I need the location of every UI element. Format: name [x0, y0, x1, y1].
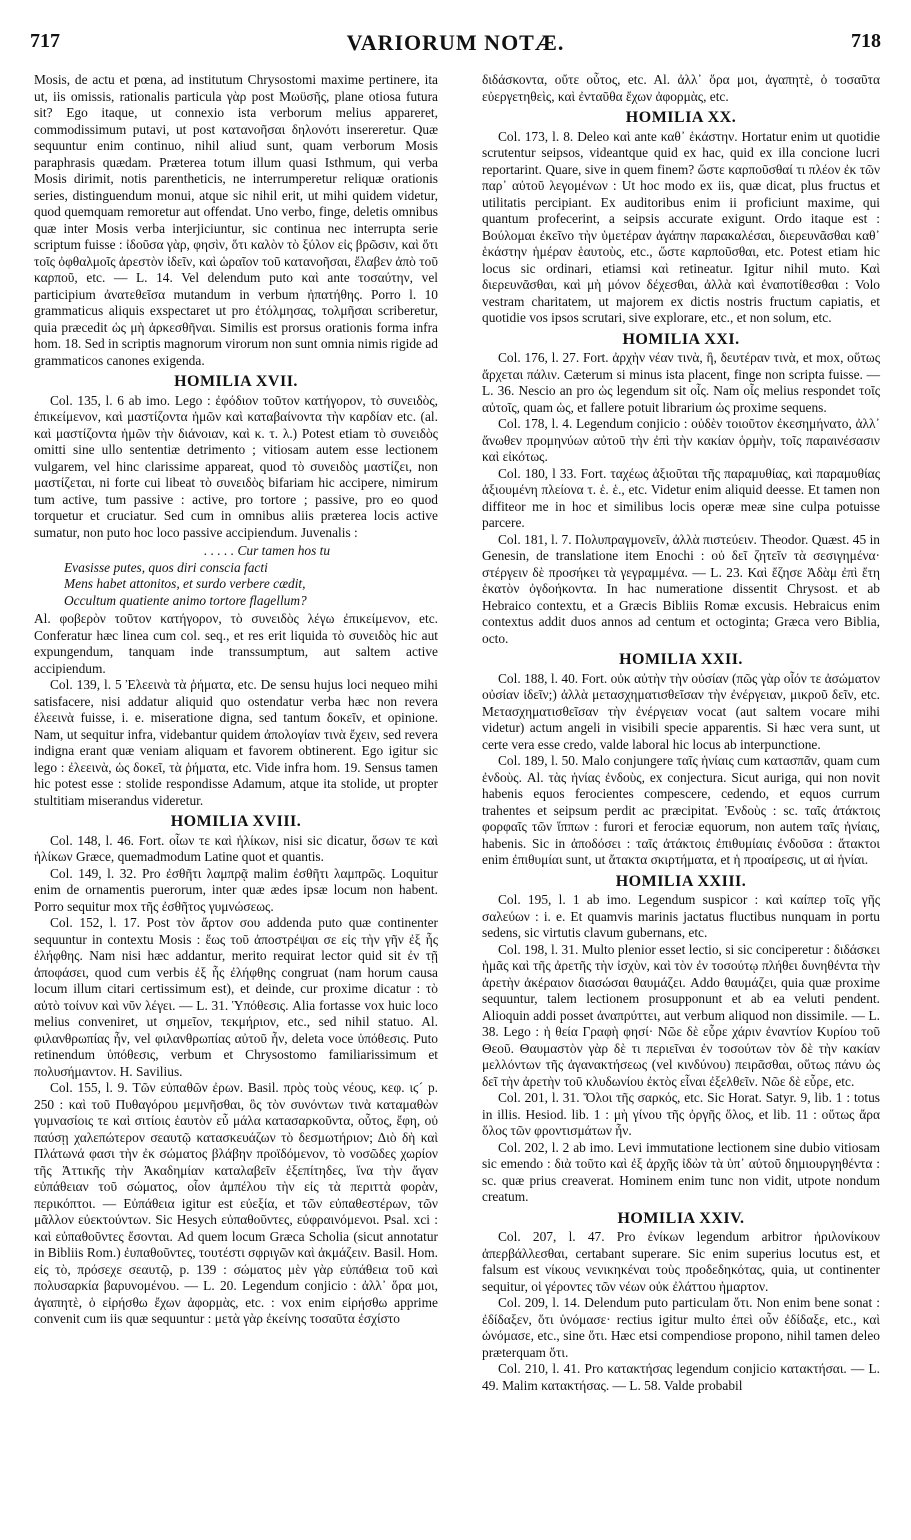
paragraph: Col. 198, l. 31. Multo plenior esset lectio, si sic conciperetur : διδάσκει ἡμᾶς καὶ τῆς ἀρετῆς τὴν ἰσχὺν, καὶ τὸν ἐν τοσούτῳ πλήθει δυνηθέντα τὴν ἀρετὴν ἀκέραιον διασώσαι θαυμάζει. Addo θαυμάζει, quia quæ proxime sequuntur, talem lectionem prosupponunt et ab ea veluti pendent. Alioquin addi posset ἀναπρύττει, aut verbum aliquod non dissimile. — L. 38. Lego : ἡ θεία Γραφὴ φησί· Νῶε δὲ εὗρε χάριν ἐναντίον Κυρίου τοῦ Θεοῦ. Θαυμαστὸν γὰρ δὲ τι περιεῖναι ἐν τοσούτων τὸν δὲ τὴν κακίαν μελλόντων τῆς ἀγανακτήσεως (vel κινδύνου) πειρᾶσθαι, οὕτως πάνυ ὡς δεῖ τὴν ἀρετὴν τοῦ κλυδωνίου ἐκτὸς εἶναι ἐξελθεῖν. Νῶε δὲ εὗρε, etc.: [482, 941, 880, 1089]
paragraph: Col. 152, l. 17. Post τὸν ἄρτον σου addenda puto quæ continenter sequuntur in contextu Mosis : ἕως τοῦ ἀποστρέψαι σε εἰς τὴν γῆν ἐξ ἧς ἐλήφθης. Nam nisi hæc addantur, merito requirat lector quid sit ἐν τῇ ἀποφάσει, quod cum verbis ἐξ ἧς ἐλήφθης congruat (nam horum causa locum illum citari certissimum est), et deinde, cur proxime dicatur : τὸ αὐτὸ τοίνυν καὶ νῦν λέγει. — L. 31. Ὑπόθεσις. Alia fortasse vox huic loco melius conveniret, ut σημεῖον, τεκμήριον, etc., sed nihil statuo. Al. φιλανθρωπίας ἦν, vel φιλανθρωπίας αὐτοῦ ἦν, deleta voce ὑπόθεσις. Puto retinendum ὑπόθεσις, verbum et Chrysostomo familiarissimum et πολυσήμαντον. H. Savilius.: [34, 915, 438, 1079]
paragraph: Col. 202, l. 2 ab imo. Levi immutatione lectionem sine dubio vitiosam sic emendo : διὰ τοῦτο καὶ ἐξ ἀρχῆς ἰδὼν τὰ ὑπ᾽ αὐτοῦ δημιουργηθέντα : sc. quæ prius creaverat. Hominem enim tunc non vidit, utpote nondum creatum.: [482, 1139, 880, 1204]
paragraph: Col. 180, l 33. Fort. ταχέως ἀξιοῦται τῆς παραμυθίας, καὶ παραμυθίας ἀξιουμένη πλείονα τ. ἑ. ἑ., etc. Videtur enim aliquid deesse. Et tamen non diffiteor me in hoc et similibus locis operæ meæ sine culpa potuisse parcere.: [482, 465, 880, 530]
section-heading: HOMILIA XVIII.: [170, 813, 302, 830]
section-heading: HOMILIA XXII.: [619, 651, 743, 668]
paragraph: Al. φοβερὸν τοῦτον κατήγορον, τὸ συνειδὸς λέγω ἐπικείμενον, etc. Conferatur hæc linea cum col. seq., et res erit liquida τὸ συνειδὸς hic aut expungendum, tanquam inde transsumptum, aut saltem active accipiendum.: [34, 611, 438, 676]
verse-line: Occultum quatiente animo tortore flagellum?: [64, 592, 307, 608]
paragraph: Col. 173, l. 8. Deleo καὶ ante καθ᾽ ἑκάστην. Hortatur enim ut quotidie scrutentur seipsos, videantque quid ex hac, quid ex illa concione lucri reportarint. Quare, sive in quem finem? ὥστε καρποῦσθαί τι πλέον ἐκ τῶν παρ᾽ αὐτοῦ λεγομένων : Ut hoc modo ex iis, quæ dicat, plus fructus et utilitatis percipiant. Ex auditoribus enim ii proficiunt maxime, qui quantum profecerint, a seipsis accurate exigunt. Ordo itaque est : Βούλομαι ἐκεῖνο τὴν ὑμετέραν ἀγάπην παρακαλέσαι, διερευνᾶσθαι καθ᾽ ἑκάστην ἡμέραν ἑαυτοὺς, etc., ὥστε καρποῦσθαι, etc. Potest etiam hic locus sic ordinari, etiamsi καὶ retineatur. Igitur nihil muto. Καὶ διερευνᾶσθαι, καὶ μὴ μόνον δέχεσθαι, ἀλλὰ καὶ ἐναποτίθεσθαι : Volo vestram charitatem, ut majorem ex dictis nostris fructum capiatis, et quotidie vos ipsos scrutari, sive explorare, etc., et non solum, etc.: [482, 128, 880, 325]
paragraph: Col. 188, l. 40. Fort. οὐκ αὐτὴν τὴν οὐσίαν (πῶς γὰρ οἷόν τε ἀσώματον οὐσίαν ἰδεῖν;) ἀλλὰ μετασχηματισθεῖσαν τὴν ἐνέργειαν, μικροῦ δεῖν, etc. Μετασχηματισθεῖσαν τὴν ἐνέργειαν vocat (aut saltem vocare mihi videtur) actum angeli in visibili specie apparentis. Si hæc vera sunt, ut certe vera esse credo, valde laboral hic locus ab interpunctione.: [482, 670, 880, 752]
section-heading: HOMILIA XXIII.: [615, 872, 747, 890]
paragraph: Col. 201, l. 31. Ὅλοι τῆς σαρκός, etc. Sic Horat. Satyr. 9, lib. 1 : totus in illis. Hesiod. lib. 1 : μὴ γίνου τῆς ὀργῆς ὅλος, et lib. 11 : οὕτως ἄρα ὅλος τῶν φροντισμάτων ἦν.: [482, 1090, 880, 1138]
paragraph: διδάσκοντα, οὔτε οὗτος, etc. Al. ἀλλ᾽ ὅρα μοι, ἀγαπητὲ, ὁ τοσαῦτα εὐεργετηθεὶς, καὶ ἐνταῦθα ἔχων ἀφορμὰς, etc.: [482, 72, 880, 104]
paragraph: Col. 178, l. 4. Legendum conjicio : οὐδὲν τοιοῦτον ἐκεσημήνατο, ἀλλ᾽ ἄνωθεν προμηνύων αὐτοῦ τὴν ἐπὶ τὴν κακίαν ὁρμὴν, τοῖς παραινέσασιν καὶ εἰκότως.: [482, 416, 880, 464]
page-header: [30, 30, 881, 70]
paragraph: Col. 155, l. 9. Τῶν εὐπαθῶν ἐρων. Basil. πρὸς τοὺς νέους, κεφ. ιϛ´ p. 250 : καὶ τοῦ Πυθαγόρου μεμνῆσθαι, ὃς τὸν συνόντων τινὰ καταμαθὼν γυμνασίοις τε καὶ σιτίοις ἑαυτὸν εὖ μάλα κατασαρκοῦντα, οὗτος, ἔφη, οὐ παύσῃ χαλεπώτερον σεαυτῷ κατασκευάζων τὸ δεσμωτήριον; Διὸ δὴ καὶ Πλάτωνά φασι τὴν ἐκ σώματος βλάβην προϊδόμενον, τὸ νοσῶδες χωρίον τῆς Ἀττικῆς τὴν Ἀκαδημίαν καταλαβεῖν ἐξεπίτηδες, ἵνα τὴν ἄγαν εὐπάθειαν τοῦ σώματος, οἷον ἀμπέλου τὴν εἰς τὰ περιττὰ φορὰν, περικόπτοι. — Εὐπάθεια igitur est εὐεξία, et τῶν εὐπαθεστέρων, τῶν μᾶλλον εὐεκτούντων. Sic Hesych εὐπαθοῦντες, εὐφραινόμενοι. Psal. xci : καὶ εὐπαθοῦντες ἔσονται. Ad quem locum Græca Scholia (sicut annotatur in Bibliis Rom.) ἐυπαθοῦντες, τουτέστι σφριγῶν καὶ ἀκμάζειν. Basil. Hom. εἰς τὸ, πρόσεχε σεαυτῷ, p. 139 : σώματος μὲν γὰρ εὐπάθεια τοῦ καὶ πολυσαρκία βαρυνομένου. — L. 20. Legendum conjicio : ἀλλ᾽ ὅρα μοι, ἀγαπητὲ, ὁ εἰρήσθω ἔχων ἀφορμὰς, etc. : vox enim εἰρήσθω apprime convenit cum iis quæ sequuntur : μετὰ γὰρ ἐκείνης τοσαῦτα ἐσχίστο: [34, 1080, 438, 1326]
paragraph: Col. 195, l. 1 ab imo. Legendum suspicor : καὶ καίπερ τοῖς γῆς σαλεύων : i. e. Et quamvis marinis jactatus fluctibus nunquam in portu sedens, sic virtutis clavum gubernans, etc.: [482, 892, 880, 940]
page-number-left: 717: [30, 30, 60, 52]
right-column: [482, 72, 880, 1394]
left-column: [34, 72, 438, 1328]
paragraph: Col. 139, l. 5 Ἐλεεινὰ τὰ ῥήματα, etc. De sensu hujus loci nequeo mihi satisfacere, nisi addatur aliquid quo ostendatur verba hæc non revera ἐλεεινὰ fuisse, i. e. miseratione digna, sed tantum δοκεῖν, et opinione. Nam, ut sequitur infra, videbantur quidem ἀπολογίαν τινὰ ἔχειν, sed revera indigna erant quæ veniam aliquam et favorem obtinerent. Ego igitur sic lego : ἐλεεινὰ, ὡς δοκεῖ, τὰ ῥήματα, etc. Vide infra hom. 19. Sensus tamen hic potest esse : stolide respondisse Adamum, atque ita stolide, ut propter stultitiam miserandus videretur.: [34, 677, 438, 808]
paragraph: Mosis, de actu et pœna, ad institutum Chrysostomi maxime pertinere, ita ut, iis omissis, rationalis particula γὰρ post Μωϋσῆς, plane otiosa futura sit? Ego itaque, ut connexio ista verborum melius appareret, commodissimum putavi, ut post κατανοῆσαι δηλονότι insereretur. Quæ sequuntur enim continuo, nihil aliud sunt, quam verborum Mosis paraphrasis quædam. Præterea totum illum quasi Isthmum, qui verba Mosis dirimit, notis parentheticis, ne interrumperetur reliquæ orationis series, distinguendum monui, atque sic nihil erit, ut mihi quidem videtur, quod quemquam remoretur aut offendat. Uno verbo, finge, deletis omnibus quæ inter Mosis verba interjiciuntur, sic continua nec interrupta serie scriptum fuisse : ἰδοῦσα γὰρ, φησὶν, ὅτι καλὸν τὸ ξύλον εἰς βρῶσιν, καὶ ὅτι τοῖς ὀφθαλμοῖς ἀρεστὸν ἰδεῖν, καὶ ὡραῖον τοῦ κατανοῆσαι, ἔλαβεν ἀπὸ τοῦ καρποῦ, etc. — L. 14. Vel delendum puto καὶ ante τοσαύτην, vel participium ἀνατεθεῖσα mutandum in verbum ἠπατήθης. Porro l. 10 grammaticus aliquis exspectaret ut pro ἐτόλμησας, τολμῆσαι scriberetur, quia præcedit ὡς μὴ ἀρκεσθῆναι. Similis est prorsus orationis forma infra hom. 18. Sed in scriptis magnorum virorum non sunt omnia nimis rigide ad grammaticos canones exigenda.: [34, 72, 438, 368]
verse-line: Evasisse putes, quos diri conscia facti: [64, 559, 268, 575]
paragraph: Col. 176, l. 27. Fort. ἀρχὴν νέαν τινὰ, ἢ, δευτέραν τινὰ, et mox, οὕτως ἄρχεται πάλιν. Cæterum si minus ista placent, finge non scripta fuisse. — L. 36. Nescio an pro ὡς legendum sit οἷς. Nam οἷς melius respondet τοῖς αὐτοῖς, quam ὡς, et fallere potuit librarium ὡς proxime sequens.: [482, 350, 880, 415]
verse-line: Mens habet attonitos, et surdo verbere cædit,: [64, 576, 306, 591]
verse-quotation: [34, 543, 438, 609]
paragraph: Col. 135, l. 6 ab imo. Lego : ἐφόδιον τοῦτον κατήγορον, τὸ συνειδὸς, ἐπικείμενον, καὶ μαστίζοντα ἡμῶν καὶ καταβαίνοντα τὴν καρδίαν etc. (al. καὶ μαστίζοντα ἡμῶν τὴν διάνοιαν, καὶ κ. τ. λ.) Potest etiam τὸ συνειδὸς omitti sine ullo sententiæ detrimento ; vitiosam autem esse lectionem vulgarem, vel hinc clarissime appareat, quod τὸ συνειδὸς μαστίζει, non μαστίζεται, ni forte cui libeat τὸ συνειδὸς bifariam hic accipere, nimirum tum active, tum passive : active, pro tortore ; passive, pro eo quod torquetur et cruciatur. Sed cum in omnibus aliis præterea locis active sumatur, non puto hoc loco passive accipiendum. Juvenalis :: [34, 392, 438, 540]
section-heading: HOMILIA XVII.: [174, 373, 298, 390]
paragraph: Col. 207, l. 47. Pro ἐνίκων legendum arbitror ἠριλονίκουν ἀπερβάλλεσθαι, certabant superare. Sic enim superius locutus est, et falsum est νίκους νενικηκέναι τοὺς προδεδηκότας, quia, ut continenter sequitur, οἱ γέροντες τῶν νέων οὐκ ἐλάττου ἡμαρτον.: [482, 1229, 880, 1294]
running-title: VARIORUM NOTÆ.: [346, 30, 565, 55]
paragraph: Col. 189, l. 50. Malo conjungere ταῖς ἡνίαις cum κατασπᾶν, quam cum ἐνδοὺς. Al. τὰς ἡνίας ἐνδοὺς, ex conjectura. Sicut auriga, qui non novit habenis equos ferocientes compescere, cedendo, et equos currum trahentes et seipsum perdit ac præcipitat. Ἐνδοὺς : sc. ταῖς ἀτάκτοις φορφαῖς τῶν ἵππων : furori et ferociæ equorum, non autem ταῖς ἡνίαις, habenis. Sic in ἀποδόσει : ταῖς ἀτάκτοις ἐπιθυμίαις ἐνδοῦσα : ἄτακτοι enim ἐπιθυμίαι sunt, ut ἄτακτα σκιρτήματα, et ἡ προαίρεσις, ut αἱ ἡνίαι.: [482, 753, 880, 867]
paragraph: Col. 210, l. 41. Pro κατακτήσας legendum conjicio κατακτήσαι. — L. 49. Malim κατακτήσας. — L. 58. Valde probabil: [482, 1361, 880, 1393]
section-heading: HOMILIA XXI.: [622, 330, 740, 348]
section-heading: HOMILIA XXIV.: [617, 1209, 745, 1227]
paragraph: Col. 181, l. 7. Πολυπραγμονεῖν, ἀλλὰ πιστεύειν. Theodor. Quæst. 45 in Genesin, de translatione item Enochi : οὐ δεῖ ζητεῖν τὰ σεσιγημένα· στέργειν δὲ προσήκει τὰ γεγραμμένα. — L. 23. Καὶ ἔζησε Ἀδὰμ ἐπὶ ἔτη ἑκατὸν ὀγδοήκοντα. In hac numeratione dissentit Chrysost. et ab Hebraico contextu, et a Græcis Bibliis Romæ excusis. Hebraicus enim contextus addit duos annos ad centum et octoginta; Græca vero Biblia, octo.: [482, 531, 880, 646]
verse-line: . . . . . Cur tamen hos tu: [204, 543, 331, 558]
section-heading: HOMILIA XX.: [625, 109, 737, 126]
page-number-right: 718: [851, 30, 881, 52]
paragraph: Col. 209, l. 14. Delendum puto particulam ὅτι. Non enim bene sonat : ἐδίδαξεν, ὅτι ὑνόμασε· rectius igitur multo ἐπεὶ οὖν ἐδίδαξε, etc., καὶ ὠνόμασε, etc., sine ὅτι. Hæc etsi compendiose propono, nihil tamen deleo præterquam ὅτι.: [482, 1295, 880, 1360]
paragraph: Col. 148, l. 46. Fort. οἷων τε καὶ ἡλίκων, nisi sic dicatur, ὅσων τε καὶ ἡλίκων Græce, quemadmodum Latine quot et quantis.: [34, 832, 438, 864]
paragraph: Col. 149, l. 32. Pro ἐσθῆτι λαμπρᾷ malim ἐσθῆτι λαμπρῶς. Loquitur enim de ornamentis puerorum, inter quæ ædes ipsæ locum non habent. Porro sequitur mox τῆς ἐσθῆτος γυμνώσεως.: [34, 865, 438, 914]
